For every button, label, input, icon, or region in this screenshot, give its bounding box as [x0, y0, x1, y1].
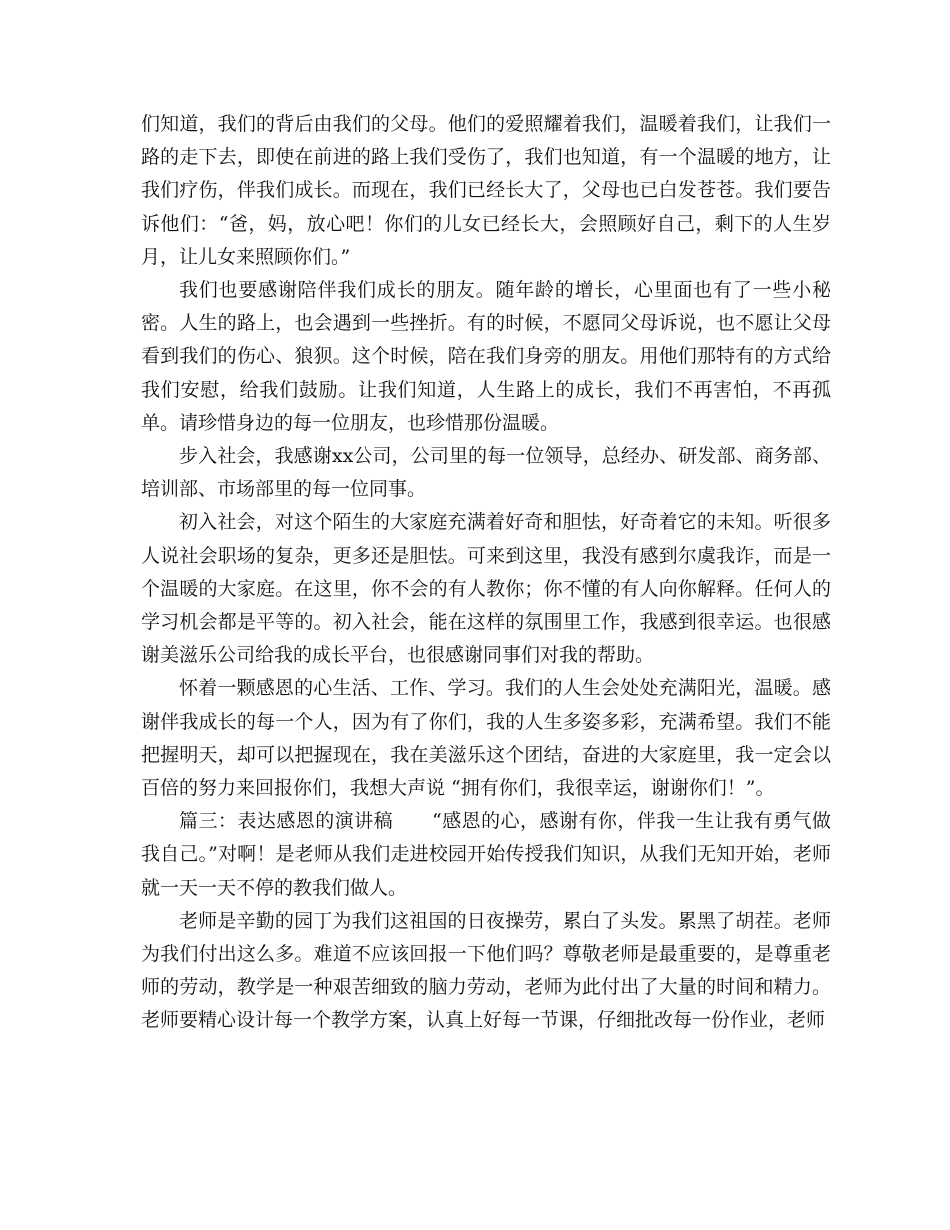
paragraph-parents: 们知道，我们的背后由我们的父母。他们的爱照耀着我们，温暖着我们，让我们一路的走下去，即使在前进的路上我们受伤了，我们也知道，有一个温暖的地方，让我们疗伤，伴我们成长。而现在，我们已经长大了，父母也已白发苍苍。我们要告诉他们：“爸，妈，放心吧！你们的儿女已经长大，会照顾好自己，剩下的人生岁月，让儿女来照顾你们。”	[141, 113, 831, 268]
paragraph-friends: 我们也要感谢陪伴我们成长的朋友。随年龄的增长，心里面也有了一些小秘密。人生的路上，也会遇到一些挫折。有的时候，不愿同父母诉说，也不愿让父母看到我们的伤心、狼狈。这个时候，陪在我们身旁的朋友。用他们那特有的方式给我们安慰，给我们鼓励。让我们知道，人生路上的成长，我们不再害怕，不再孤单。请珍惜身边的每一位朋友，也珍惜那份温暖。	[141, 279, 831, 434]
paragraph-teachers: 老师是辛勤的园丁为我们这祖国的日夜操劳，累白了头发。累黑了胡茬。老师为我们付出这么多。难道不应该回报一下他们吗？尊敬老师是最重要的，是尊重老师的劳动，教学是一种艰苦细致的脑力劳动，老师为此付出了大量的时间和精力。老师要精心设计每一个教学方案，认真上好每一节课，仔细批改每一份作业，老师	[141, 909, 831, 1032]
document-body	[141, 108, 831, 1038]
paragraph-society: 初入社会，对这个陌生的大家庭充满着好奇和胆怯，好奇着它的未知。听很多人说社会职场的复杂，更多还是胆怯。可来到这里，我没有感到尔虞我诈，而是一个温暖的大家庭。在这里，你不会的有人教你；你不懂的有人向你解释。任何人的学习机会都是平等的。初入社会，能在这样的氛围里工作，我感到很幸运。也很感谢美滋乐公司给我的成长平台，也很感谢同事们对我的帮助。	[141, 511, 831, 667]
paragraph-company: 步入社会，我感谢xx公司，公司里的每一位领导，总经办、研发部、商务部、培训部、市场部里的每一位同事。	[141, 445, 831, 501]
paragraph-speech-three: 篇三：表达感恩的演讲稿 “感恩的心，感谢有你，伴我一生让我有勇气做我自己。”对啊！是老师从我们走进校园开始传授我们知识，从我们无知开始，老师就一天一天不停的教我们做人。	[141, 810, 831, 899]
paragraph-gratitude: 怀着一颗感恩的心生活、工作、学习。我们的人生会处处充满阳光，温暖。感谢伴我成长的每一个人，因为有了你们，我的人生多姿多彩，充满希望。我们不能把握明天，却可以把握现在，我在美滋乐这个团结，奋进的大家庭里，我一定会以百倍的努力来回报你们，我想大声说 “拥有你们，我很幸运，谢谢你们！”。	[141, 677, 831, 800]
